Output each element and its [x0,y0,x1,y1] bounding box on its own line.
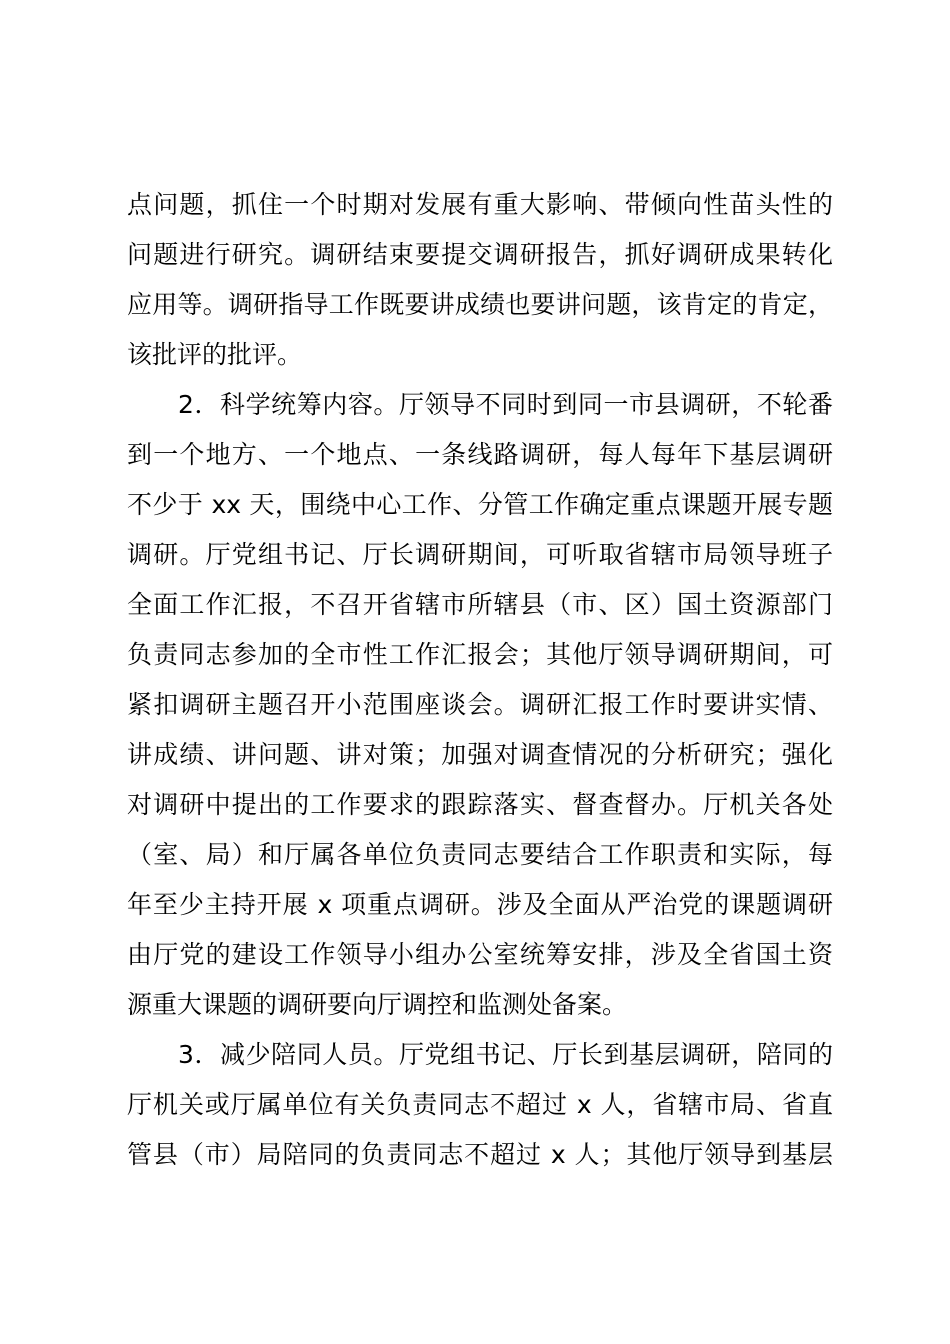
text-line-13: 对调研中提出的工作要求的跟踪落实、督查督办。厅机关各处 [127,790,833,819]
text-line-17: 源重大课题的调研要向厅调控和监测处备案。 [127,990,628,1019]
text-line-1: 点问题，抓住一个时期对发展有重大影响、带倾向性苗头性的 [127,190,833,219]
paragraph-2-first-line: 2．科学统筹内容。厅领导不同时到同一市县调研，不轮番 [178,390,833,419]
text-line-7: 不少于 xx 天，围绕中心工作、分管工作确定重点课题开展专题 [127,490,833,519]
text-line-10: 负责同志参加的全市性工作汇报会；其他厅领导调研期间，可 [127,640,833,669]
text-line-12: 讲成绩、讲问题、讲对策；加强对调查情况的分析研究；强化 [127,740,833,769]
text-line-15: 年至少主持开展 x 项重点调研。涉及全面从严治党的课题调研 [127,890,833,919]
text-line-6: 到一个地方、一个地点、一条线路调研，每人每年下基层调研 [127,440,833,469]
text-line-3: 应用等。调研指导工作既要讲成绩也要讲问题，该肯定的肯定， [127,290,833,319]
text-line-8: 调研。厅党组书记、厅长调研期间，可听取省辖市局领导班子 [127,540,833,569]
text-line-14: （室、局）和厅属各单位负责同志要结合工作职责和实际，每 [127,840,833,869]
text-line-20: 管县（市）局陪同的负责同志不超过 x 人；其他厅领导到基层 [127,1140,833,1169]
text-line-16: 由厅党的建设工作领导小组办公室统筹安排，涉及全省国土资 [127,940,833,969]
text-line-19: 厅机关或厅属单位有关负责同志不超过 x 人，省辖市局、省直 [127,1090,833,1119]
text-line-11: 紧扣调研主题召开小范围座谈会。调研汇报工作时要讲实情、 [127,690,833,719]
text-line-9: 全面工作汇报，不召开省辖市所辖县（市、区）国土资源部门 [127,590,833,619]
text-line-4: 该批评的批评。 [127,340,303,369]
text-line-2: 问题进行研究。调研结束要提交调研报告，抓好调研成果转化 [127,240,833,269]
paragraph-3-first-line: 3．减少陪同人员。厅党组书记、厅长到基层调研，陪同的 [178,1040,833,1069]
